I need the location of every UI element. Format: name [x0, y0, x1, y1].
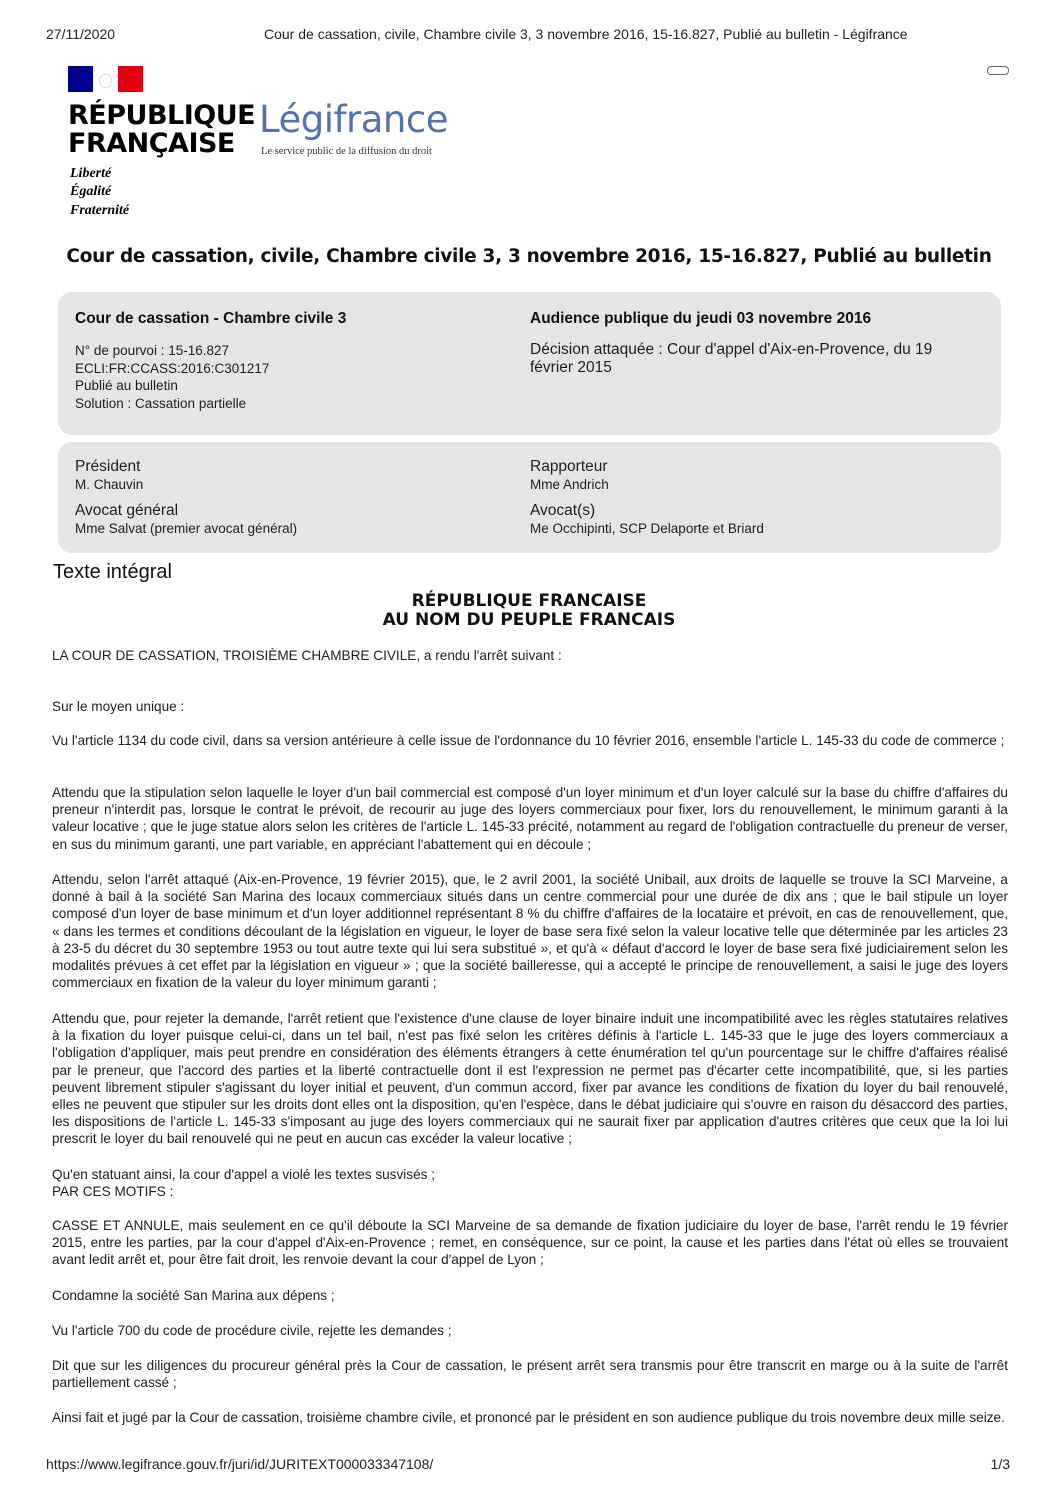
legifrance-logo[interactable]: Légifrance — [259, 98, 448, 141]
republique-line-1: RÉPUBLIQUE — [68, 100, 256, 131]
avocats-value: Me Occhipinti, SCP Delaporte et Briard — [530, 520, 764, 536]
republique-line-2: FRANÇAISE — [68, 128, 235, 159]
parties-card — [58, 442, 1001, 553]
rapporteur-value: Mme Andrich — [530, 477, 609, 492]
section-heading-texte-integral: Texte intégral — [53, 561, 172, 583]
paragraph-5: Attendu, selon l'arrêt attaqué (Aix-en-Provence, 19 février 2015), que, le 2 avril 2001, la société Unibail, aux droits de laquelle se trouve la SCI Marveine, a donné à bail à la société San Marina des locaux commerciaux situés dans un centre commercial pour une durée de dix ans ; que le bail stipule un loyer composé d'un loyer de base minimum et d'un loyer additionnel représentant 8 % du chiffre d'affaires de la locataire et prévoit, en cas de renouvellement, que, « dans les termes et conditions découlant de la législation en vigueur, le loyer de base sera fixé selon la valeur locative telle que déterminée par les articles 23 à 23-5 du décret du 30 septembre 1953 ou tout autre texte qui lui sera substitué », et qu'à « défaut d'accord le loyer de base sera fixé judiciairement selon les modalités prévues à cet effet par la législation en vigueur » ; que la société bailleresse, qui a accepté le principe de renouvellement, a saisi le juge des loyers commerciaux en fixation de la valeur du loyer minimum garanti ; — [52, 872, 1008, 991]
publication-status: Publié au bulletin — [75, 378, 178, 393]
print-page-number: 1/3 — [990, 1456, 1010, 1472]
print-date: 27/11/2020 — [46, 26, 116, 42]
pourvoi-number: N° de pourvoi : 15-16.827 — [75, 343, 229, 358]
decision-attaquee-line-1: Décision attaquée : Cour d'appel d'Aix-en-Provence, du 19 — [530, 341, 933, 358]
republic-title — [0, 592, 1058, 630]
avocat-general-label: Avocat général — [75, 501, 179, 519]
motto-fraternite: Fraternité — [70, 203, 130, 218]
decision-info-card — [58, 292, 1001, 435]
court-name: Cour de cassation - Chambre civile 3 — [75, 310, 347, 327]
paragraph-9: Condamne la société San Marina aux dépens ; — [52, 1288, 335, 1303]
paragraph-8: CASSE ET ANNULE, mais seulement en ce qu'il déboute la SCI Marveine de sa demande de fixation judiciaire du loyer de base, l'arrêt rendu le 19 février 2015, entre les parties, par la cour d'appel d'Aix-en-Provence ; remet, en conséquence, sur ce point, la cause et les parties dans l'état où elles se trouvaient avant ledit arrêt et, pour être fait droit, les renvoie devant la cour d'appel de Lyon ; — [52, 1218, 1008, 1268]
decision-attaquee-line-2: février 2015 — [530, 359, 612, 376]
paragraph-3: Vu l'article 1134 du code civil, dans sa version antérieure à celle issue de l'ordonnance du 10 février 2016, ensemble l'article L. 145-33 du code de commerce ; — [52, 733, 1005, 748]
motto-liberte: Liberté — [70, 166, 112, 181]
motto-egalite: Égalité — [70, 184, 112, 199]
rapporteur-label: Rapporteur — [530, 458, 608, 475]
republic-title-line-2: AU NOM DU PEUPLE FRANCAIS — [382, 610, 676, 630]
paragraph-10: Vu l'article 700 du code de procédure civile, rejette les demandes ; — [52, 1323, 452, 1338]
paragraph-12: Ainsi fait et jugé par la Cour de cassation, troisième chambre civile, et prononcé par le président en son audience publique du trois novembre deux mille seize. — [52, 1410, 1005, 1425]
paragraph-2: Sur le moyen unique : — [52, 699, 185, 714]
page-title: Cour de cassation, civile, Chambre civile 3, 3 novembre 2016, 15-16.827, Publié au bulletin — [66, 246, 992, 267]
president-label: Président — [75, 458, 141, 475]
marianne-flag-icon — [68, 66, 143, 92]
paragraph-4: Attendu que la stipulation selon laquelle le loyer d'un bail commercial est composé d'un loyer minimum et d'un loyer calculé sur la base du chiffre d'affaires du preneur n'interdit pas, lorsque le contrat le prévoit, de recourir au juge des loyers commerciaux pour fixer, lors du renouvellement, le minimum garanti à la valeur locative ; que le juge statue alors selon les critères de l'article L. 145-33 précité, notamment au regard de l'obligation contractuelle du preneur de verser, en sus du minimum garanti, une part variable, en appréciant l'abattement qui en découle ; — [52, 785, 1008, 852]
solution: Solution : Cassation partielle — [75, 395, 247, 411]
avocats-label: Avocat(s) — [530, 501, 596, 519]
paragraph-7: Qu'en statuant ainsi, la cour d'appel a violé les textes susvisés ; PAR CES MOTIFS : — [52, 1167, 436, 1200]
audience-date: Audience publique du jeudi 03 novembre 2016 — [530, 310, 872, 327]
republic-title-line-1: RÉPUBLIQUE FRANCAISE — [411, 591, 647, 611]
legifrance-tagline: Le service public de la diffusion du droit — [261, 146, 432, 157]
president-value: M. Chauvin — [75, 477, 144, 492]
avocat-general-value: Mme Salvat (premier avocat général) — [75, 520, 298, 536]
paragraph-1: LA COUR DE CASSATION, TROISIÈME CHAMBRE CIVILE, a rendu l'arrêt suivant : — [52, 648, 562, 663]
toggle-button[interactable] — [987, 66, 1009, 75]
paragraph-6: Attendu que, pour rejeter la demande, l'arrêt retient que l'existence d'une clause de loyer binaire induit une incompatibilité avec les règles statutaires relatives à la fixation du loyer puisque celui-ci, dans un tel bail, n'est pas fixé selon les critères définis à l'article L. 145-33 que le juge des loyers commerciaux a l'obligation d'appliquer, mais peut prendre en considération des éléments étrangers à cette énumération tel qu'un pourcentage sur le chiffre d'affaires réalisé par le preneur, que l'accord des parties et la liberté contractuelle dont il est l'expression ne permet pas d'écarter cette incompatibilité, que, si les parties peuvent librement stipuler s'agissant du loyer initial et peuvent, d'un commun accord, fixer par avance les conditions de fixation du loyer du bail renouvelé, elles ne peuvent que stipuler sur les droits dont elles ont la disposition, qu'en l'espèce, dans le débat judiciaire qui s'ouvre en raison du désaccord des parties, les dispositions de l'article L. 145-33 s'imposant au juge des loyers commerciaux qui ne saurait fixer par application d'autres critères que ceux que la loi lui prescrit le loyer du bail renouvelé qui ne peut en aucun cas excéder la valeur locative ; — [52, 1011, 1008, 1147]
paragraph-11: Dit que sur les diligences du procureur général près la Cour de cassation, le présent arrêt sera transmis pour être transcrit en marge ou à la suite de l'arrêt partiellement cassé ; — [52, 1358, 1008, 1391]
ecli-code: ECLI:FR:CCASS:2016:C301217 — [75, 360, 270, 376]
print-footer-url[interactable]: https://www.legifrance.gouv.fr/juri/id/JURITEXT000033347108/ — [46, 1456, 434, 1472]
print-page-title: Cour de cassation, civile, Chambre civile 3, 3 novembre 2016, 15-16.827, Publié au bulletin - Légifrance — [264, 26, 908, 42]
